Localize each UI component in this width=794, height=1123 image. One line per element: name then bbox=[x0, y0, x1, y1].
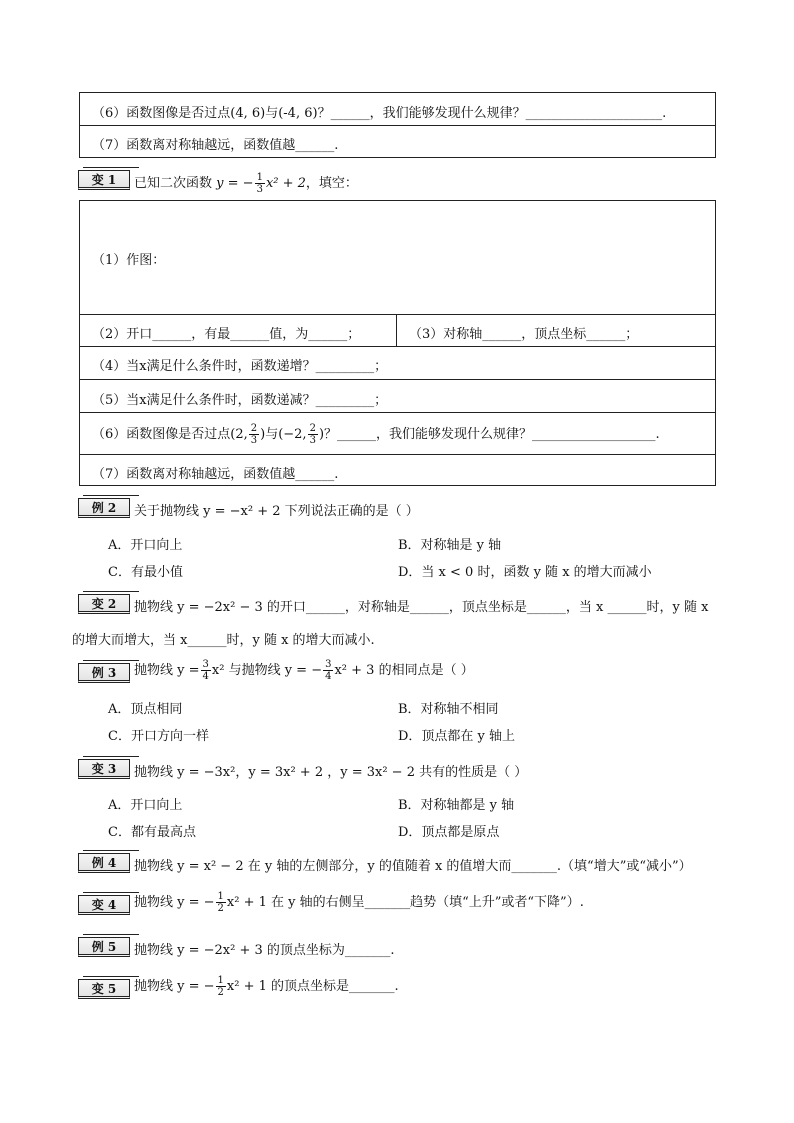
top-table-row-6 bbox=[79, 92, 716, 126]
variant-4-question: 抛物线 y = − $\frac{1}{2}$ x² + 1 在 y 轴的右侧呈_______趋势（填“上升”或者“下降”）. bbox=[134, 891, 584, 914]
v1-row-7 bbox=[79, 454, 716, 486]
e2-option-a: A．开口向上 bbox=[108, 538, 183, 553]
v1-row-1-text: （1）作图： bbox=[92, 253, 166, 268]
v1-intro-prefix: 已知二次函数 bbox=[134, 176, 213, 191]
e3-option-b: B．对称轴不相同 bbox=[398, 702, 499, 717]
v1-frac: $\frac{1}{3}$ bbox=[256, 172, 263, 195]
e2-option-b: B．对称轴是 y 轴 bbox=[398, 538, 502, 553]
top-row-7-text: （7）函数离对称轴越远，函数值越______. bbox=[92, 138, 339, 153]
example-5-tag: 例 5 bbox=[78, 937, 130, 957]
example-2-question: 关于抛物线 y = −x² + 2 下列说法正确的是（ ） bbox=[134, 504, 419, 519]
e2-option-d: D．当 x < 0 时，函数 y 随 x 的增大而减小 bbox=[398, 565, 652, 580]
variant-2-line-1: 抛物线 y = −2x² − 3 的开口______，对称轴是______，顶点坐标是______，当 x ______时，y 随 x bbox=[134, 600, 709, 615]
e3-option-a: A．顶点相同 bbox=[108, 702, 183, 717]
v1-row-6-text: （6）函数图像是否过点(2, $\frac{2}{3}$ )与(−2, $\frac{2}{3}$ )？______，我们能够发现什么规律？___________________. bbox=[92, 423, 660, 446]
top-row-6-text: （6）函数图像是否过点(4, 6)与(-4, 6)？______，我们能够发现什么规律？_____________________. bbox=[92, 106, 667, 121]
example-3-question: 抛物线 y = $\frac{3}{4}$ x² 与抛物线 y = − $\frac{3}{4}$ x² + 3 的相同点是（ ） bbox=[134, 659, 474, 682]
v1-eq-rest: x² + 2 bbox=[265, 176, 306, 191]
variant-5-question: 抛物线 y = − $\frac{1}{2}$ x² + 1 的顶点坐标是_______. bbox=[134, 975, 399, 998]
example-4-question: 抛物线 y = x² − 2 在 y 轴的左侧部分，y 的值随着 x 的值增大而_______.（填“增大”或“减小”） bbox=[134, 859, 692, 874]
e3-option-c: C．开口方向一样 bbox=[108, 729, 209, 744]
example-5-question: 抛物线 y = −2x² + 3 的顶点坐标为_______. bbox=[134, 943, 395, 958]
v1-row-2 bbox=[79, 314, 397, 347]
variant-5-tag: 变 5 bbox=[78, 979, 130, 999]
top-table-row-7 bbox=[79, 125, 716, 158]
v1-intro-suffix: ，填空： bbox=[305, 176, 358, 191]
v1-row-4-text: （4）当x满足什么条件时，函数递增？_________； bbox=[92, 359, 388, 374]
v1-row-5-text: （5）当x满足什么条件时，函数递减？_________； bbox=[92, 393, 388, 408]
v3-option-a: A．开口向上 bbox=[108, 798, 183, 813]
v1-row-6 bbox=[79, 412, 716, 455]
variant-1-intro bbox=[134, 172, 358, 195]
v1-row-5 bbox=[79, 379, 716, 413]
v1-row-3-text: （3）对称轴______，顶点坐标______； bbox=[409, 327, 639, 342]
variant-1-tag: 变 1 bbox=[78, 170, 130, 190]
e3-option-d: D．顶点都在 y 轴上 bbox=[398, 729, 516, 744]
v1-row-4 bbox=[79, 346, 716, 380]
example-2-tag: 例 2 bbox=[78, 498, 130, 518]
e2-option-c: C．有最小值 bbox=[108, 565, 183, 580]
v3-option-d: D．顶点都是原点 bbox=[398, 825, 500, 840]
variant-3-question: 抛物线 y = −3x²，y = 3x² + 2 ，y = 3x² − 2 共有的性质是（ ） bbox=[134, 765, 528, 780]
variant-2-line-2: 的增大而增大，当 x______时，y 随 x 的增大而减小. bbox=[72, 633, 375, 648]
v1-row-1 bbox=[79, 200, 716, 315]
variant-4-tag: 变 4 bbox=[78, 895, 130, 915]
v1-row-3 bbox=[396, 314, 716, 347]
v3-option-b: B．对称轴都是 y 轴 bbox=[398, 798, 515, 813]
variant-3-tag: 变 3 bbox=[78, 759, 130, 779]
example-3-tag: 例 3 bbox=[78, 663, 130, 683]
v1-row-2-text: （2）开口______，有最______值，为______； bbox=[92, 327, 361, 342]
v1-eq-y: y = − bbox=[216, 176, 254, 191]
example-4-tag: 例 4 bbox=[78, 853, 130, 873]
v3-option-c: C．都有最高点 bbox=[108, 825, 196, 840]
v1-row-7-text: （7）函数离对称轴越远，函数值越______. bbox=[92, 467, 339, 482]
variant-2-tag: 变 2 bbox=[78, 594, 130, 614]
